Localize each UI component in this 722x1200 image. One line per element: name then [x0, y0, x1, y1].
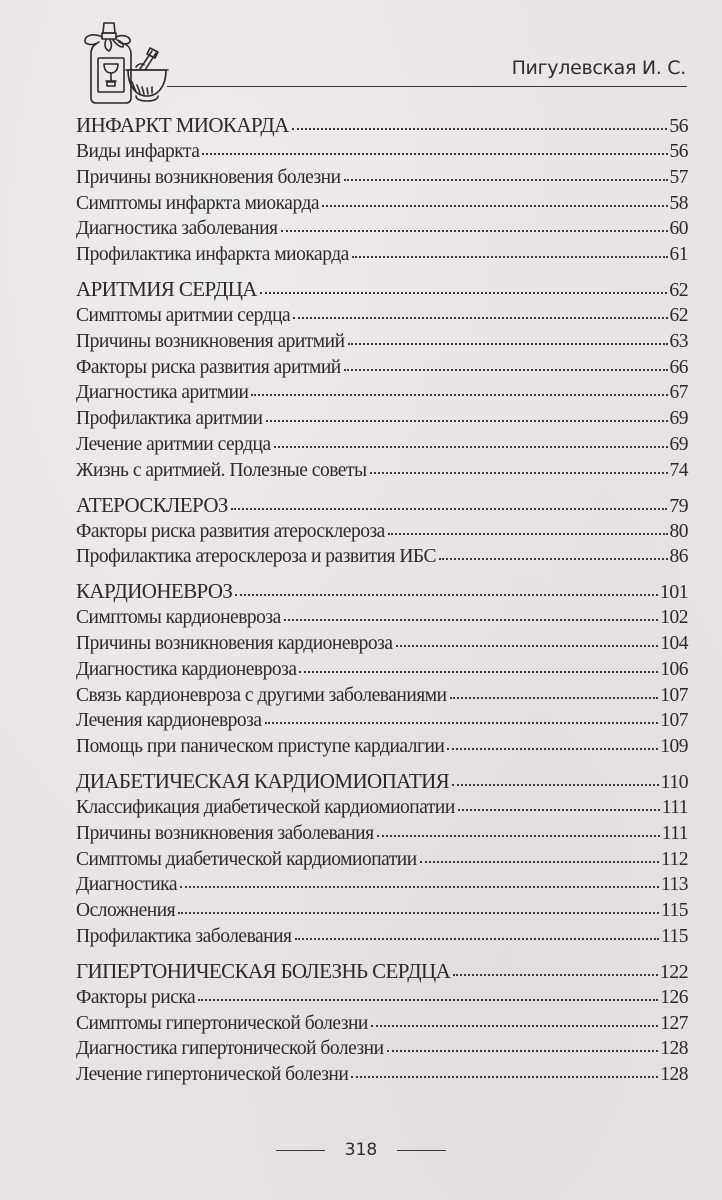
dot-leader	[284, 617, 658, 621]
toc-entry-title: Симптомы аритмии сердца	[76, 304, 291, 326]
toc-entry-title: Лечение аритмии сердца	[76, 433, 271, 455]
toc-entry-title: Причины возникновения заболевания	[76, 822, 374, 844]
toc-page-number: 128	[660, 1064, 688, 1086]
dot-leader	[447, 746, 658, 750]
dot-leader	[396, 643, 659, 647]
toc-entry-title: Осложнения	[76, 900, 176, 922]
toc-entry[interactable]	[76, 847, 688, 873]
toc-entry-title: Факторы риска развития аритмий	[76, 356, 341, 378]
footer-rule-left	[276, 1150, 325, 1151]
toc-entry[interactable]	[76, 432, 688, 458]
toc-section-heading[interactable]	[76, 578, 688, 605]
toc-entry[interactable]	[76, 683, 688, 709]
table-of-contents	[76, 112, 688, 1096]
dot-leader	[388, 531, 668, 535]
toc-entry[interactable]	[76, 1011, 688, 1037]
toc-entry[interactable]	[76, 406, 688, 432]
page-number: 318	[344, 1140, 378, 1160]
dot-leader	[202, 151, 667, 155]
dot-leader	[348, 341, 668, 345]
dot-leader	[274, 444, 668, 448]
toc-page-number: 69	[669, 433, 688, 455]
toc-entry[interactable]	[76, 631, 688, 657]
toc-heading-title: АРИТМИЯ СЕРДЦА	[76, 276, 257, 301]
toc-entry[interactable]	[76, 708, 688, 734]
toc-entry[interactable]	[76, 544, 688, 570]
toc-entry[interactable]	[76, 355, 688, 381]
dot-leader	[450, 695, 659, 699]
toc-page-number: 115	[660, 925, 688, 947]
toc-entry-title: Диагностика кардионевроза	[76, 658, 297, 680]
dot-leader	[458, 807, 660, 811]
dot-leader	[292, 126, 667, 130]
toc-entry-title: Симптомы гипертонической болезни	[76, 1012, 368, 1034]
toc-entry[interactable]	[76, 1036, 688, 1062]
toc-section	[76, 958, 688, 1088]
toc-entry[interactable]	[76, 605, 688, 631]
toc-entry-title: Виды инфаркта	[76, 141, 200, 162]
toc-entry-title: Помощь при паническом приступе кардиалгии	[76, 736, 445, 758]
toc-page-number: 102	[660, 607, 688, 629]
toc-page-number: 110	[660, 770, 688, 793]
dot-leader	[198, 997, 658, 1001]
toc-page-number: 111	[661, 822, 688, 844]
toc-heading-title: ИНФАРКТ МИОКАРДА	[76, 113, 289, 137]
dot-leader	[453, 972, 658, 976]
toc-entry[interactable]	[76, 985, 688, 1011]
toc-section	[76, 492, 688, 571]
toc-entry-title: Лечение гипертонической болезни	[76, 1064, 349, 1086]
toc-entry[interactable]	[76, 165, 688, 191]
toc-entry[interactable]	[76, 191, 688, 217]
toc-entry[interactable]	[76, 329, 688, 355]
toc-entry-title: Симптомы кардионевроза	[76, 607, 281, 629]
dot-leader	[371, 1023, 658, 1027]
footer-rule-right	[397, 1150, 446, 1151]
toc-entry-title: Диагностика гипертонической болезни	[76, 1038, 384, 1060]
toc-entry-title: Факторы риска	[76, 986, 196, 1008]
dot-leader	[281, 228, 668, 232]
toc-entry-title: Симптомы диабетической кардиомиопатии	[76, 848, 417, 870]
toc-heading-title: КАРДИОНЕВРОЗ	[76, 579, 233, 604]
dot-leader	[439, 556, 668, 560]
page-footer	[0, 1135, 722, 1165]
toc-section-heading[interactable]	[76, 768, 688, 795]
toc-page-number: 112	[660, 848, 688, 870]
toc-entry-title: Диагностика заболевания	[76, 218, 278, 240]
running-header	[0, 0, 722, 110]
toc-page-number: 126	[660, 986, 688, 1008]
toc-entry[interactable]	[76, 139, 688, 165]
toc-entry[interactable]	[76, 821, 688, 847]
toc-section	[76, 578, 688, 760]
toc-entry-title: Лечения кардионевроза	[76, 710, 262, 732]
dot-leader	[344, 367, 668, 371]
toc-page-number: 63	[669, 330, 688, 352]
toc-page-number: 109	[660, 736, 688, 758]
toc-entry[interactable]	[76, 216, 688, 242]
dot-leader	[344, 177, 668, 181]
dot-leader	[231, 506, 667, 510]
dot-leader	[180, 884, 659, 888]
toc-entry-title: Причины возникновения аритмий	[76, 330, 345, 352]
dot-leader	[260, 290, 667, 294]
dot-leader	[266, 418, 668, 422]
toc-page-number: 101	[659, 581, 688, 604]
toc-page-number: 69	[669, 408, 688, 430]
dot-leader	[351, 1074, 658, 1078]
toc-entry[interactable]	[76, 242, 688, 268]
toc-page-number: 113	[660, 874, 688, 896]
toc-page-number: 66	[669, 356, 688, 378]
toc-entry-title: Классификация диабетической кардиомиопатии	[76, 796, 455, 818]
toc-entry[interactable]	[76, 458, 688, 484]
toc-entry-title: Профилактика аритмии	[76, 408, 263, 430]
toc-page-number: 111	[661, 796, 688, 818]
toc-entry-title: Диагностика	[76, 874, 178, 896]
toc-page-number: 107	[660, 710, 688, 732]
header-rule	[167, 86, 687, 87]
toc-section-heading[interactable]	[76, 958, 688, 985]
toc-entry[interactable]	[76, 872, 688, 898]
toc-page-number: 128	[660, 1038, 688, 1060]
toc-page-number: 122	[659, 960, 688, 983]
toc-entry-title: Связь кардионевроза с другими заболеваниями	[76, 684, 447, 706]
dot-leader	[299, 669, 658, 673]
toc-entry-title: Факторы риска развития атеросклероза	[76, 520, 385, 542]
toc-page-number: 57	[669, 166, 688, 188]
toc-entry-title: Причины возникновения кардионевроза	[76, 632, 393, 654]
dot-leader	[452, 782, 658, 786]
toc-entry[interactable]	[76, 924, 688, 950]
dot-leader	[251, 392, 667, 396]
toc-page-number: 67	[669, 382, 688, 404]
toc-entry[interactable]	[76, 1062, 688, 1088]
toc-page-number: 115	[660, 900, 688, 922]
toc-heading-title: ДИАБЕТИЧЕСКАЯ КАРДИОМИОПАТИЯ	[76, 768, 450, 793]
toc-entry-title: Профилактика инфаркта миокарда	[76, 244, 349, 266]
toc-entry-title: Жизнь с аритмией. Полезные советы	[76, 459, 367, 481]
toc-page-number: 62	[669, 304, 688, 326]
toc-entry-title: Диагностика аритмии	[76, 382, 249, 404]
toc-page-number: 79	[669, 494, 688, 517]
dot-leader	[352, 254, 668, 258]
toc-page-number: 56	[669, 115, 688, 137]
toc-entry-title: Профилактика атеросклероза и развития ИБС	[76, 546, 436, 568]
toc-section	[76, 112, 688, 268]
toc-entry[interactable]	[76, 303, 688, 329]
apothecary-bottle-and-mortar-icon	[66, 20, 170, 106]
toc-entry-title: Профилактика заболевания	[76, 925, 292, 947]
toc-page-number: 60	[669, 218, 688, 240]
toc-page-number: 61	[669, 244, 688, 266]
toc-entry[interactable]	[76, 898, 688, 924]
dot-leader	[295, 936, 659, 940]
toc-section	[76, 276, 688, 484]
toc-page-number: 127	[660, 1012, 688, 1034]
toc-entry-title: Причины возникновения болезни	[76, 166, 341, 188]
dot-leader	[235, 592, 657, 596]
toc-entry[interactable]	[76, 657, 688, 683]
dot-leader	[370, 470, 668, 474]
toc-section-heading[interactable]	[76, 492, 688, 519]
toc-page-number: 56	[669, 141, 688, 162]
toc-section-heading[interactable]	[76, 112, 688, 139]
toc-entry[interactable]	[76, 380, 688, 406]
running-header-author: Пигулевская И. С.	[511, 57, 686, 79]
toc-page-number: 62	[669, 278, 688, 301]
dot-leader	[178, 910, 659, 914]
dot-leader	[293, 315, 667, 319]
toc-heading-title: ГИПЕРТОНИЧЕСКАЯ БОЛЕЗНЬ СЕРДЦА	[76, 958, 451, 983]
toc-entry[interactable]	[76, 795, 688, 821]
toc-page-number: 104	[660, 632, 688, 654]
dot-leader	[265, 720, 659, 724]
dot-leader	[387, 1048, 659, 1052]
toc-page-number: 106	[660, 658, 688, 680]
toc-page-number: 80	[669, 520, 688, 542]
dot-leader	[377, 833, 660, 837]
toc-entry[interactable]	[76, 734, 688, 760]
dot-leader	[420, 859, 659, 863]
toc-page-number: 86	[669, 546, 688, 568]
toc-section-heading[interactable]	[76, 276, 688, 303]
toc-section	[76, 768, 688, 950]
toc-page-number: 107	[660, 684, 688, 706]
toc-page-number: 58	[669, 192, 688, 214]
toc-heading-title: АТЕРОСКЛЕРОЗ	[76, 492, 228, 517]
toc-page-number: 74	[669, 459, 688, 481]
toc-entry-title: Симптомы инфаркта миокарда	[76, 192, 320, 214]
dot-leader	[322, 203, 667, 207]
toc-entry[interactable]	[76, 519, 688, 545]
